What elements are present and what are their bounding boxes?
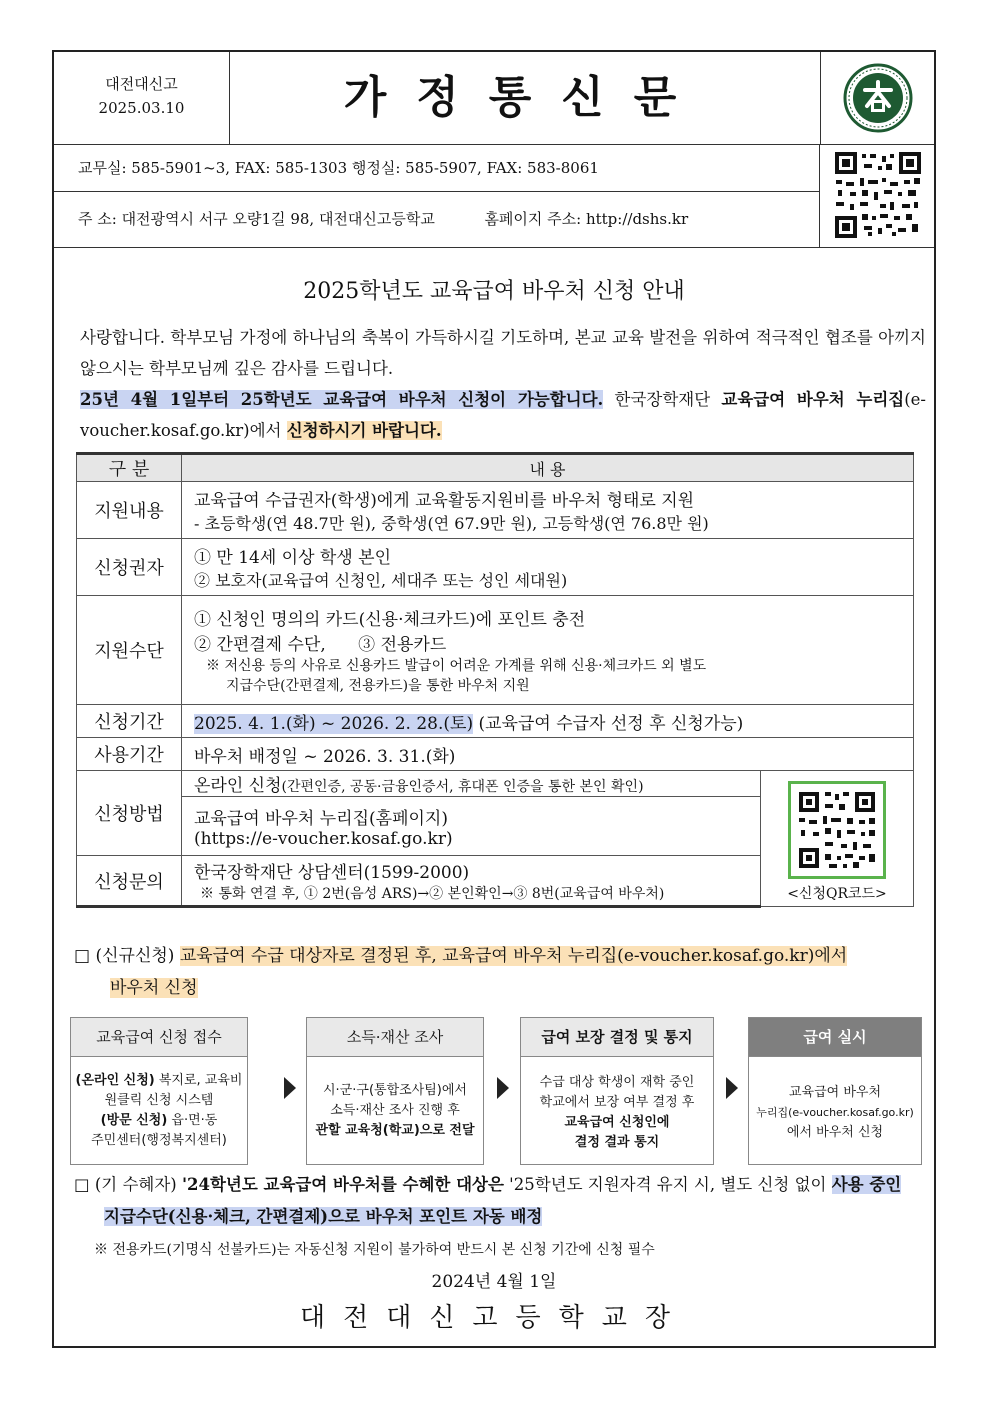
principal-signature: 대전대신고등학교장 (299, 1303, 689, 1333)
flow-step-body (307, 1057, 483, 1141)
flow-text: 학교에서 보장 여부 결정 후 (539, 1095, 695, 1110)
address-row (54, 192, 820, 247)
homepage-qr[interactable] (820, 144, 934, 247)
school-logo (820, 52, 935, 144)
online-apply-note: (간편인증, 공동·금융인증서, 휴대폰 인증을 통한 본인 확인) (281, 779, 644, 795)
info-table (76, 452, 914, 908)
header-divider (54, 247, 934, 248)
row-content-method-online (182, 771, 761, 797)
header-school-info (54, 52, 230, 144)
existing-bold: '24학년도 교육급여 바우처를 수혜한 대상은 (181, 1175, 504, 1194)
intro-text (80, 322, 926, 446)
period-note: (교육급여 수급자 선정 후 신청가능) (473, 713, 744, 734)
arrow-right-icon (284, 1077, 296, 1099)
intro-paragraph-2 (80, 384, 926, 446)
table-row (77, 596, 914, 705)
table-header-category: 구 분 (77, 454, 182, 482)
support-line-1: 교육급여 수급권자(학생)에게 교육활동지원비를 바우처 형태로 지원 (194, 491, 695, 511)
flow-text: 원클릭 신청 시스템 (104, 1093, 214, 1108)
voucher-site-title: 교육급여 바우처 누리집(홈페이지) (194, 808, 448, 829)
table-row (77, 482, 914, 539)
table-row (77, 539, 914, 596)
issue-date: 2025.03.10 (98, 99, 185, 117)
flow-text: 관할 교육청(학교)으로 전달 (315, 1123, 475, 1138)
row-label-support: 지원내용 (77, 482, 182, 539)
existing-text: '25학년도 지원자격 유지 시, 별도 신청 없이 (503, 1175, 832, 1194)
flow-text: 수급 대상 학생이 재학 중인 (539, 1075, 695, 1090)
apply-start-highlight: 25년 4월 1일부터 25학년도 교육급여 바우처 신청이 가능합니다. (80, 390, 604, 409)
arrow-right-icon (497, 1077, 509, 1099)
flow-step-title: 소득·재산 조사 (307, 1018, 483, 1057)
page-title: 가정통신문 (343, 72, 707, 123)
means-line-4: 지급수단(간편결제, 전용카드)을 통한 바우처 지원 (226, 678, 530, 694)
means-line-3: ※ 저신용 등의 사유로 신용카드 발급이 어려운 가계를 위해 신용·체크카드 외 별도 (206, 658, 707, 674)
existing-line-1 (74, 1169, 901, 1201)
means-line-1: ① 신청인 명의의 카드(신용·체크카드)에 포인트 충전 (194, 610, 586, 630)
document-title: 2025학년도 교육급여 바우처 신청 안내 (303, 279, 685, 304)
voucher-site-name: 교육급여 바우처 누리집 (721, 390, 905, 409)
apply-qr-code[interactable] (788, 781, 886, 879)
apply-qr-label: <신청QR코드> (787, 885, 887, 902)
table-row (77, 705, 914, 738)
means-line-2: ② 간편결제 수단, ③ 전용카드 (194, 635, 447, 655)
apply-qr-cell (761, 771, 914, 907)
flow-text: (온라인 신청) (75, 1073, 155, 1088)
address-text: 주 소: 대전광역시 서구 오량1길 98, 대전대신고등학교 (78, 210, 435, 228)
process-flow (70, 1017, 920, 1167)
row-content-method-site (182, 797, 761, 856)
inquiry-line-2: ※ 통화 연결 후, ① 2번(음성 ARS)→② 본인확인→③ 8번(교육급여 바우처) (200, 886, 665, 902)
new-apply-line-2 (74, 972, 847, 1004)
flow-text: 에서 바우처 신청 (786, 1125, 884, 1140)
flow-step-1 (70, 1017, 248, 1165)
existing-highlight-2: 지급수단(신용·체크, 간편결제)으로 바우처 포인트 자동 배정 (104, 1207, 543, 1226)
row-content-applicant (182, 539, 914, 596)
intro-text-segment: (e-voucher.kosaf.go.kr)에서 (80, 390, 927, 440)
qr-code-icon (791, 784, 883, 876)
row-content-means (182, 596, 914, 705)
voucher-site-url[interactable]: (https://e-voucher.kosaf.go.kr) (194, 828, 453, 849)
online-apply: 온라인 신청 (194, 776, 282, 796)
sign-date: 2024년 4월 1일 (431, 1272, 557, 1292)
school-emblem-icon (821, 52, 935, 144)
prepaid-card-note: ※ 전용카드(기명식 선불카드)는 자동신청 지원이 불가하여 반드시 본 신청 기간에 신청 필수 (94, 1242, 655, 1258)
flow-text: 누리집(e-voucher.kosaf.go.kr) (756, 1106, 914, 1119)
new-apply-section (74, 940, 847, 1004)
row-content-period (182, 705, 914, 738)
homepage-link[interactable]: 홈페이지 주소: http://dshs.kr (484, 210, 689, 228)
existing-recipient-section (74, 1169, 901, 1233)
flow-text: (방문 신청) (100, 1113, 168, 1128)
row-content-support (182, 482, 914, 539)
flow-step-2 (306, 1017, 484, 1165)
row-label-method: 신청방법 (77, 771, 182, 856)
header-row (54, 52, 934, 145)
flow-text: 읍·면·동 (167, 1113, 218, 1128)
flow-text: 소득·재산 조사 진행 후 (330, 1103, 460, 1118)
flow-step-body (521, 1057, 713, 1153)
row-label-applicant: 신청권자 (77, 539, 182, 596)
document-frame (52, 50, 936, 1348)
flow-step-title: 급여 실시 (749, 1018, 921, 1057)
existing-prefix: □ (기 수혜자) (74, 1175, 182, 1194)
school-short-name: 대전대신고 (105, 75, 178, 93)
row-label-inquiry: 신청문의 (77, 856, 182, 907)
flow-step-title: 급여 보장 결정 및 통지 (521, 1018, 713, 1057)
flow-text: 복지로, 교육비 (154, 1073, 243, 1088)
flow-text: 교육급여 신청인에 (564, 1115, 670, 1130)
row-content-usage: 바우처 배정일 ~ 2026. 3. 31.(화) (182, 738, 914, 771)
period-highlight: 2025. 4. 1.(화) ~ 2026. 2. 28.(토) (194, 713, 474, 734)
row-label-usage: 사용기간 (77, 738, 182, 771)
new-apply-prefix: □ (신규신청) (74, 946, 180, 966)
flow-text: 시·군·구(통합조사팀)에서 (323, 1083, 467, 1098)
flow-step-4 (748, 1017, 922, 1165)
contact-row: 교무실: 585-5901~3, FAX: 585-1303 행정실: 585-5907, FAX: 583-8061 (54, 144, 820, 192)
existing-line-2 (74, 1201, 901, 1233)
qr-code-icon (820, 144, 934, 247)
applicant-line-1: ① 만 14세 이상 학생 본인 (194, 548, 392, 568)
new-apply-highlight: 교육급여 수급 대상자로 결정된 후, 교육급여 바우처 누리집(e-voucher.kosaf.go.kr)에서 (179, 946, 848, 966)
row-label-means: 지원수단 (77, 596, 182, 705)
row-label-period: 신청기간 (77, 705, 182, 738)
table-row (77, 738, 914, 771)
support-line-2: - 초등학생(연 48.7만 원), 중학생(연 67.9만 원), 고등학생(연 76.8만 원) (194, 514, 709, 533)
flow-text: 교육급여 바우처 (788, 1085, 882, 1100)
arrow-right-icon (726, 1077, 738, 1099)
table-row (77, 771, 914, 797)
new-apply-highlight-2: 바우처 신청 (110, 978, 198, 998)
flow-step-body (749, 1057, 921, 1143)
intro-text-segment: 한국장학재단 (603, 390, 722, 409)
existing-highlight: 사용 중인 (831, 1175, 902, 1194)
row-content-inquiry (182, 856, 761, 907)
table-header-row (77, 454, 914, 482)
flow-step-body (71, 1057, 247, 1151)
inquiry-line-1: 한국장학재단 상담센터(1599-2000) (194, 863, 470, 883)
flow-step-3 (520, 1017, 714, 1165)
apply-request-highlight: 신청하시기 바랍니다. (286, 421, 442, 440)
flow-text: 결정 결과 통지 (574, 1135, 660, 1150)
table-header-content: 내 용 (182, 454, 914, 482)
flow-step-title: 교육급여 신청 접수 (71, 1018, 247, 1057)
intro-paragraph-1: 사랑합니다. 학부모님 가정에 하나님의 축복이 가득하시길 기도하며, 본교 교육 발전을 위하여 적극적인 협조를 아끼지 않으시는 학부모님께 깊은 감사를 드립니다. (80, 328, 926, 378)
new-apply-line-1 (74, 940, 847, 972)
applicant-line-2: ② 보호자(교육급여 신청인, 세대주 또는 성인 세대원) (194, 571, 568, 590)
flow-text: 주민센터(행정복지센터) (91, 1133, 227, 1148)
